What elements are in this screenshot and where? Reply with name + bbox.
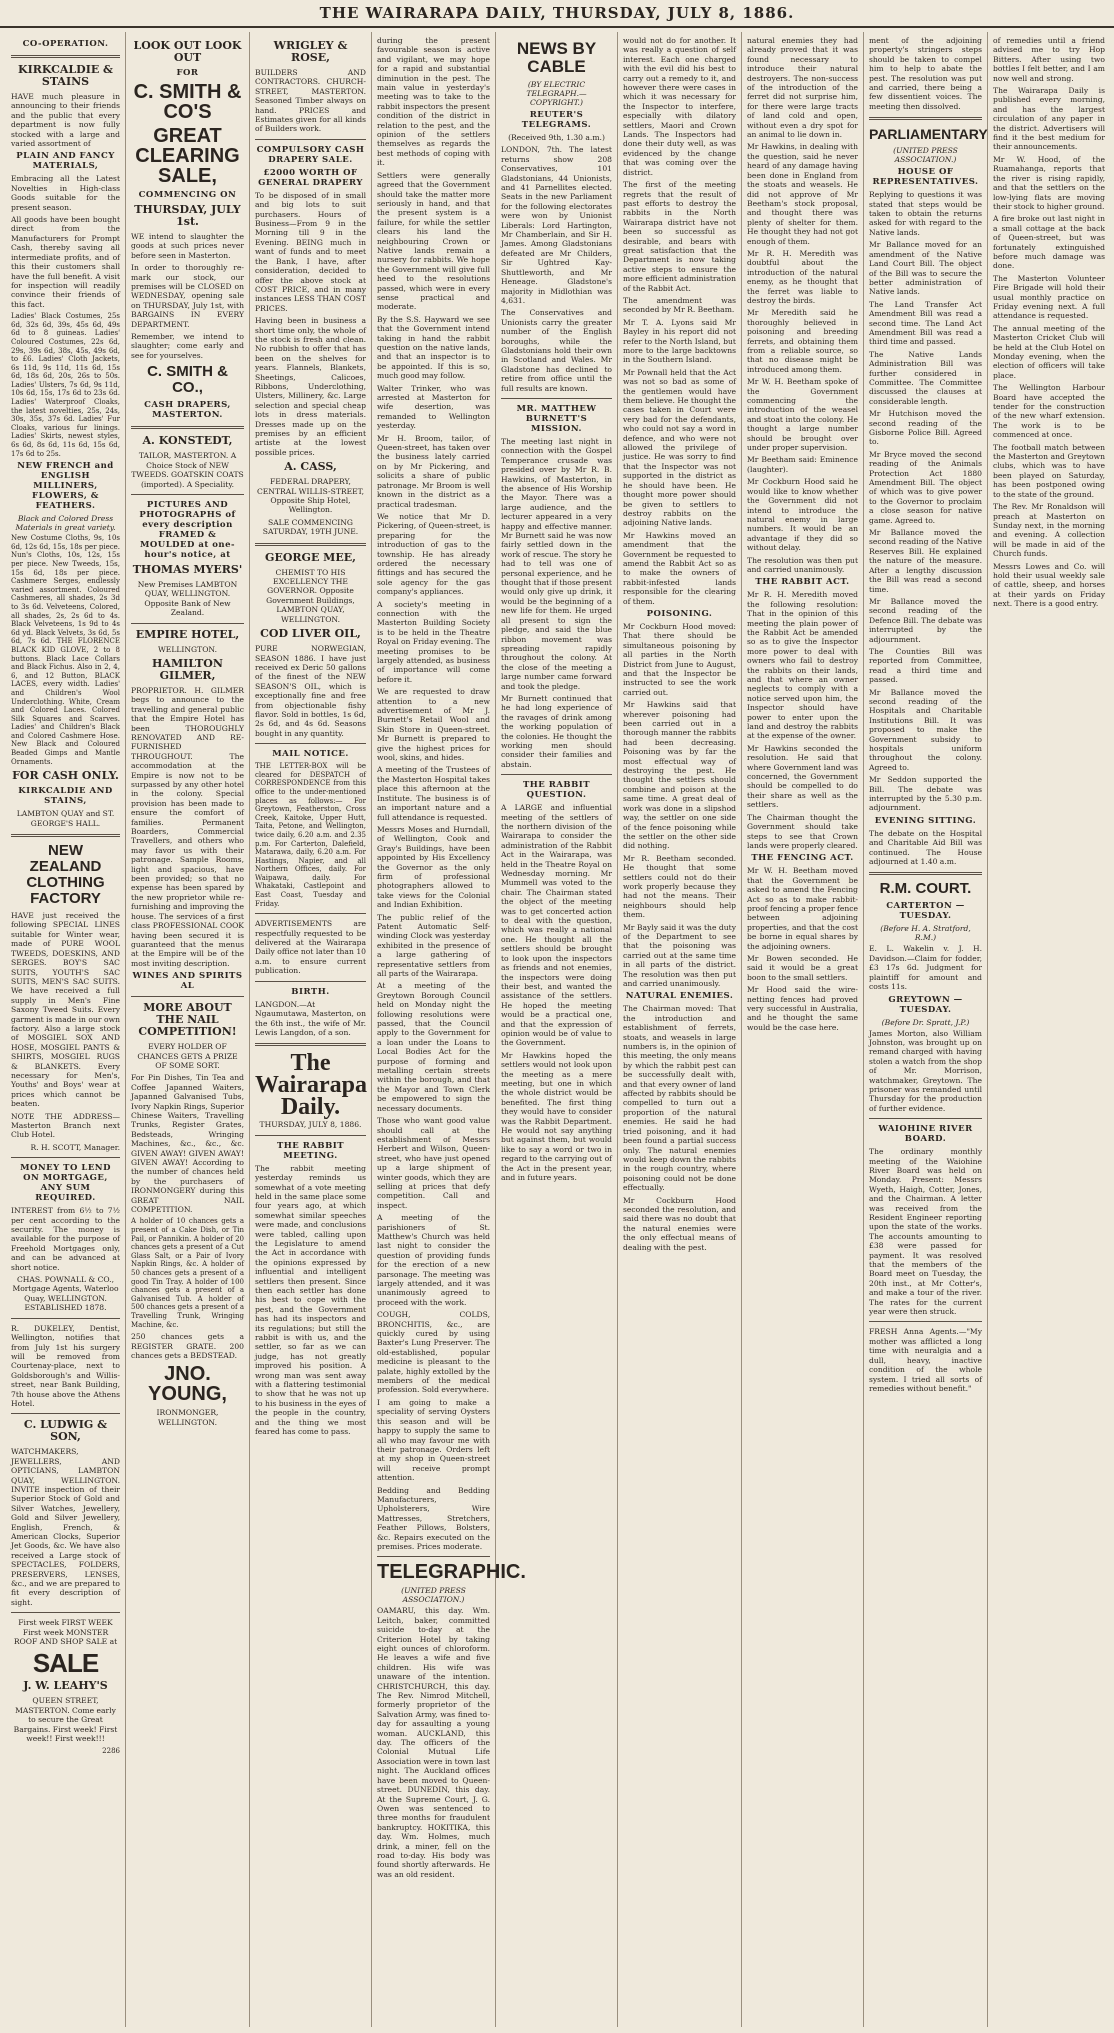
article-text: Mr W. Hood, of the Ruamahanga, reports that the river is rising rapidly, and that the settlers on the low-lying flats are moving their stock to higher ground. xyxy=(993,154,1105,211)
article-text: Mr Hawkins, in dealing with the question, said he never heard of any damage having been done in England from the stoats and weasels. He did not approve of Mr Beetham's stock proposal, and thought there was plenty of shelter for them. He thought they had not got enough of them. xyxy=(747,142,858,246)
divider xyxy=(11,1318,120,1319)
divider xyxy=(501,398,612,399)
holders-text: A holder of 10 chances gets a present of a Cake Dish, or Tin Pail, or Pannikin. A holder of 20 chances gets a present of a Cut Glass Salt, or a Pair of Ivory Napkin Rings, &c. A holder of 50 chances gets a present of a good Tin Tray. A holder of 100 chances gets a present of a Galvanised Tub. A holder of 500 chances gets a present of a Travelling Trunk, Wringing Machine, &c. xyxy=(131,1217,244,1329)
divider xyxy=(131,623,244,624)
mail-notice-heading: MAIL NOTICE. xyxy=(272,749,349,760)
house-text: Mr Ballance moved the second reading of the Defence Bill. The debate was interrupted by the adjournment. xyxy=(869,596,982,644)
greytown-bench: (Before Dr. Spratt, J.P.) xyxy=(881,1017,970,1027)
kirkcaldie-intro: HAVE much pleasure in announcing to their friends and the public that every department is now fully stocked with a large and varied assortment of xyxy=(11,92,120,149)
article-text: The public relief of the Patent Automatic Self-winding Clock was yesterday exhibited in the presence of a large gathering of representative settlers from all parts of the Wairarapa. xyxy=(377,912,490,978)
poisoning-text: Mr Cockburn Hood moved: That there should be simultaneous poisoning by all parties in the North District from June to August, and that the Inspector be instructed to see the work carried out. xyxy=(623,621,736,697)
article-text: A fire broke out last night in a small cottage at the back of Queen-street, but was fortunately extinguished before much damage was done. xyxy=(993,214,1105,271)
greytown-heading: GREYTOWN — TUESDAY. xyxy=(888,994,963,1015)
divider xyxy=(869,1321,982,1322)
rabbit-question-text: A LARGE and influential meeting of the settlers of the northern division of the Wairarapa to consider the administration of the Rabbit Act in the Wairarapa, was held in the Theatre Royal on Wednesday morning. Mr Mummell was voted to the chair. The Chairman stated the object of the meeting was to get concerted action to deal with the question, which was really a national one. He thought all the settlers should be brought to look upon the inspectors as friends and not enemies, the inspectors were doing their best, and wanted the assistance of the settlers. He hoped the meeting would be a practical one, and that the expression of opinion would be of value to the Government. xyxy=(501,803,612,1048)
smith-footer-heading: C. SMITH & CO., xyxy=(147,363,228,397)
article-text: The Masterton Volunteer Fire Brigade will hold their usual monthly practice on Friday evening next. A full attendance is requested. xyxy=(993,273,1105,321)
article-text: Mr Pownall held that the Act was not so bad as some of the gentlemen would have them believe. He thought the cases taken in Court were very bad for the defendants, who could not say a word in defence, and who were not allowed the privilege of justice. He was sorry to find that the Inspector was not supported in the district as he should have been. He thought more power should be given to settlers to destroy rabbits on the adjoining Native lands. xyxy=(623,367,736,528)
column-6 xyxy=(618,32,742,2027)
article-text: I am going to make a speciality of serving Oysters this season and will be happy to supply the same to all who may favour me with their patronage. Orders left at my shop in Queen-street will receive prompt attention. xyxy=(377,1397,490,1483)
column-5 xyxy=(496,32,618,2027)
birth-heading: BIRTH. xyxy=(291,986,330,997)
cod-liver-heading: COD LIVER OIL, xyxy=(260,627,361,641)
burnett-text: The meeting last night in connection with the Gospel Temperance crusade was presided over by Mr R. B. Hawkins, of Masterton, in the absence of His Worship the Mayor. There was a large audience, and the lecturer appeared in a very happy and effective manner. Mr Burnett said he was now fairly settled down in the work of rescue. The story he had to tell was one of personal experience, and he thought that if those present would only give up drink, it would be the beginning of a new life for them. He urged all present to sign the pledge, and said the blue ribbon movement was spreading rapidly throughout the colony. At the close of the meeting a large number came forward and took the pledge. xyxy=(501,436,612,691)
london-text: LONDON, 7th. The latest returns show 208 Conservatives, 101 Gladstonians, 44 Unionists, and 41 Parnellites elected. Seats in the new Parliament for the following electorates were won by Unionist Liberals: Lord Hartington, Mr Chamberlain, and Sir H. James. Among Gladstonians defeated are Mr Childers, Sir Ughtred Kay-Shuttleworth, and Mr Heneage. Gladstone's majority in Midlothian was 4,631. xyxy=(501,145,612,305)
masthead-title: THE WAIRARAPA DAILY, THURSDAY, JULY 8, 1886. xyxy=(319,4,795,22)
divider xyxy=(255,543,366,546)
fencing-act-heading: THE FENCING ACT. xyxy=(751,853,854,864)
article-text: By the S.S. Hayward we see that the Government intend taking in hand the rabbit question on the native lands, and that an inspector is to be appointed. If this is so, much good may follow. xyxy=(377,314,490,381)
scott-signature: R. H. SCOTT, Manager. xyxy=(30,1142,120,1152)
ludwig-text: WATCHMAKERS, JEWELLERS, AND OPTICIANS, LAMBTON QUAY, WELLINGTON. INVITE inspection of their Superior Stock of Gold and Silver Watches, Jewellery, Gold and Silver Jewellery, English, French, & American Clocks, Superior Jet Goods, &c. We have also received a Large stock of SPECTACLES, FOLDERS, PRESERVERS, LENSES, &c., and we are prepared to fit every description of sight. xyxy=(11,1447,120,1607)
divider xyxy=(131,494,244,495)
hamilton-text: PROPRIETOR. H. GILMER begs to announce to the travelling and general public that the Empire Hotel has been THOROUGHLY RENOVATED AND RE-FURNISHED THROUGHOUT. The accommodation at the Empire is now not to be surpassed by any other hotel in the colony. Special provision has been made to ensure the comfort of families. Permanent Boarders, Commercial Travellers, and others who may favor us with their patronage. Sample Rooms, light and spacious, have been provided; so that no expense has been spared by the new proprietor while re-furnishing and improving the house. The services of a first class PROFESSIONAL COOK having been secured it is guaranteed that the menus at the Empire will be of the most inviting description. xyxy=(131,685,244,968)
article-text: ment of the adjoining property's stringers steps should be taken to compel him to help to abate the pest. The resolution was put and carried, there being a few dissentient voices. The meeting then dissolved. xyxy=(869,36,982,111)
divider xyxy=(255,913,366,914)
column-8 xyxy=(864,32,988,2027)
birth-text: LANGDON.—At Ngaumutawa, Masterton, on the 6th inst., the wife of Mr. Lewis Langdon, of a son. xyxy=(255,999,366,1037)
article-text: A society's meeting in connection with the Masterton Building Society is to be held in the Theatre Royal on Friday evening. The meeting promises to be largely attended, as business of importance will come before it. xyxy=(377,599,490,684)
leahy-text: QUEEN STREET, MASTERTON. Come early to secure the Great Bargains. First week! First week!! First week!!! xyxy=(13,1696,118,1744)
article-text: Mr R. H. Meredith was doubtful about the introduction of the natural enemy, as he thought that the ferret was liable to destroy the birds. xyxy=(747,248,858,305)
news-cable-heading: NEWS BY CABLE xyxy=(516,39,597,76)
article-text: Bedding and Bedding Manufacturers, Upholsterers, Wire Mattresses, Stretchers, Feather Pillows, Bolsters, &c. Repairs executed on the premises. Prices moderate. xyxy=(377,1485,490,1551)
divider xyxy=(869,1118,982,1119)
compulsory-heading: COMPULSORY CASH DRAPERY SALE. xyxy=(256,144,365,165)
cass-text: FEDERAL DRAPERY, CENTRAL WILLIS-STREET, Opposite Ship Hotel, Wellington. xyxy=(256,477,365,515)
parliamentary-source: (UNITED PRESS ASSOCIATION.) xyxy=(893,146,958,165)
house-text: Mr Seddon supported the Bill. The debate was interrupted by the 5.30 p.m. adjournment. xyxy=(869,775,982,813)
ad-number: 2286 xyxy=(102,1746,120,1755)
sum-heading: £2000 WORTH OF GENERAL DRAPERY xyxy=(258,167,363,188)
george-mee-text: CHEMIST TO HIS EXCELLENCY THE GOVERNOR. Opposite Government Buildings, LAMBTON QUAY, WELLINGTON. xyxy=(266,567,355,624)
fencing-act-text: Mr W. H. Beetham moved that the Government be asked to amend the Fencing Act so as to make rabbit-proof fencing a proper fence between adjoining properties, and that the cost be borne in equal shares by the adjoining owners. xyxy=(747,866,858,951)
prices-list: Ladies' Black Costumes, 25s 6d, 32s 6d, 39s, 45s 6d, 49s 6d to 8 guineas. Ladies' Coloured Costumes, 22s 6d, 29s, 39s 6d, 38s, 45s, 49s 6d, to £6. Ladies' Cloth Jackets, 6s 11d, 9s 11d, 11s 6d, 15s 6d, 18s 6d, 20s, 26s to 50s. Ladies' Ulsters, 7s 6d, 9s 11d, 10s 6d, 15s, 17s 6d to 23s 6d. Ladies' Waterproof Cloaks, the latest novelties, 25s, 24s, 30s, 35s, 37s 6d. Ladies' Fur Cloaks, various fur linings. Ladies' Skirts, newest styles, 6s 6d, 8s 6d, 11s 6d, 15s 6d, 17s 6d to 25s. xyxy=(11,312,120,458)
nz-clothing-text: HAVE just received the following SPECIAL LINES suitable for Winter wear, made of PURE WOOL TWEEDS, DOESKINS, AND SERGES. BOY'S SAC SUITS, YOUTH'S SAC SUITS, MEN'S SAC SUITS. We have received a full supply in Men's Fine Saxony Tweed Suits. Every garment is made in our own factory. Also a large stock of MOSGIEL SOX AND HOSE, MOSGIEL PANTS & SHIRTS, MOSGIEL RUGS & BLANKETS. Every necessary for Men's, Youths' and Boys' wear at prices which cannot be beaten. xyxy=(11,911,120,1109)
article-text: Mr T. A. Lyons said Mr Bayley in his report did not refer to the North Island, but more to the large backtowns in the Southern Island. xyxy=(623,317,736,365)
divider xyxy=(255,1043,366,1046)
masthead xyxy=(0,0,1114,28)
received-text: (Received 9th, 1.30 a.m.) xyxy=(508,133,605,142)
george-mee-heading: GEORGE MEE, xyxy=(265,550,356,564)
article-text: Mr Beetham said: Eminence (laughter). xyxy=(747,455,858,474)
column-7 xyxy=(742,32,864,2027)
nail-competition-heading: MORE ABOUT THE NAIL COMPETITION! xyxy=(138,1001,237,1039)
article-text: Settlers were generally agreed that the Government should take the matter more seriously in hand, and that the present system is a failure, for while the settler clears his land the neighbouring Crown or Native lands remain a nursery for rabbits. We hope the Government will give full heed to the resolutions passed, which were in every sense practical and moderate. xyxy=(377,170,490,312)
article-text: A meeting of the parishioners of St. Matthew's Church was held last night to consider the question of providing funds for the erection of a new parsonage. The meeting was largely attended, and it was unanimously agreed to proceed with the work. xyxy=(377,1213,490,1307)
telegraphic-heading: TELEGRAPHIC. xyxy=(377,1561,526,1584)
divider xyxy=(11,1157,120,1158)
rabbit-act-text-2: Mr Hawkins seconded the resolution. He said that where Government land was concerned, the Government should be compelled to do their share as well as the settlers. xyxy=(747,743,858,810)
kirkcaldie-footer: KIRKCALDIE AND STAINS, xyxy=(18,786,113,807)
article-text: The Rev. Mr Ronaldson will preach at Masterton on Sunday next, in the morning and evening. A collection will be made in aid of the Church funds. xyxy=(993,502,1105,559)
fresh-text: FRESH Anna Agents.—"My mother was afflicted a long time with neuralgia and a dull, heavy, inactive condition of the whole system. I tried all sorts of remedies without benefit." xyxy=(869,1327,982,1393)
drapers-heading: CASH DRAPERS, MASTERTON. xyxy=(144,400,231,421)
divider xyxy=(869,117,982,120)
myers-text: New Premises LAMBTON QUAY, WELLINGTON. Opposite Bank of New Zealand. xyxy=(137,579,238,618)
plain-materials-heading: PLAIN AND FANCY MATERIALS, xyxy=(16,151,115,172)
intend-text: WE intend to slaughter the goods at such prices never before seen in Masterton. xyxy=(131,232,244,260)
smith-heading: C. SMITH & CO'S xyxy=(133,81,242,123)
hawkins-text: Mr Hawkins hoped the settlers would not look upon the meeting as a mere meeting, but one in which the whole district would be benefited. The first thing they would have to consider was the Rabbit Department. He would not say anything but against them, but would like to say a word or two in regard to the carrying out of the Act in the present year, and in future years. xyxy=(501,1050,612,1183)
wrigley-text: BUILDERS AND CONTRACTORS. CHURCH-STREET, MASTERTON. Seasoned Timber always on hand. PRICES and Estimates given for all kinds of Builders work. xyxy=(255,68,366,134)
column-4 xyxy=(372,32,526,2027)
lambton-text: LAMBTON QUAY and ST. GEORGE'S HALL. xyxy=(16,809,115,828)
konstedt-heading: A. KONSTEDT, xyxy=(142,434,233,448)
register-text: 250 chances gets a REGISTER GRATE. 200 chances gets a BEDSTEAD. xyxy=(131,1332,244,1360)
article-text: The resolution was then put and carried unanimously. xyxy=(747,555,858,574)
rabbit-meeting-text: The rabbit meeting yesterday reminds us somewhat of a vote meeting held in the same place some four years ago, at which somewhat similar speeches were made, and conclusions were tabled, calling upon the Legislature to amend the Act in accordance with the opinions expressed by influential and intelligent settlers then present. Since then each settler has done his best to cope with the pest, and the Government has had its inspectors and its regulations; but still the rabbit is with us, and the settler, so far as we can judge, has not greatly improved his position. A wrong man was sent away with a flattering testimonial to show that he was not up to his business in the eyes of the people in the country, and the thing we most feared has come to pass. xyxy=(255,1163,366,1437)
house-text: Mr Ballance moved the second reading of the Native Reserves Bill. He explained the nature of the measure. After a lengthy discussion the Bill was read a second time. xyxy=(869,528,982,594)
house-text: The Land Transfer Act Amendment Bill was read a second time. The Land Act Amendment Bill was read a third time and passed. xyxy=(869,299,982,347)
article-text: natural enemies they had already proved that it was found necessary to introduce their natural destroyers. The non-success of the introduction of the ferret did not surprise him, for there were large tracts of land cold and open, without even a dry spot for an animal to lie down in. xyxy=(747,36,858,140)
waiohine-text: The ordinary monthly meeting of the Waiohine River Board was held on Monday. Present: Messrs Wyeth, Haigh, Cotter, Jones, and the Chairman. A letter was received from the Resident Engineer reporting upon the state of the works. The accounts amounting to £38 were passed for payment. It was resolved that the members of the Board meet on Tuesday, the 20th inst., at Mr Cotter's, and make a tour of the river. The rates for the current year were then struck. xyxy=(869,1147,982,1317)
for-heading: FOR xyxy=(176,68,199,78)
pictures-heading: PICTURES AND PHOTOGRAPHS of every description FRAMED & MOULDED at one-hour's notice, at xyxy=(139,499,236,560)
pownall-text: CHAS. POWNALL & CO., Mortgage Agents, Waterloo Quay, WELLINGTON. ESTABLISHED 1878. xyxy=(12,1275,119,1313)
house-text: Mr Bryce moved the second reading of the Animals Protection Act 1880 Amendment Bill. The object of which was to give power to the Governor to proclaim a close season for native game. Agreed to. xyxy=(869,449,982,525)
article-text: A meeting of the Trustees of the Masterton Hospital takes place this afternoon at the Institute. The business is of an important nature and a full attendance is requested. xyxy=(377,765,490,822)
article-text: We notice that Mr D. Pickering, of Queen-street, is preparing for the introduction of gas to the township. He has already ordered the necessary fittings and has secured the sole agency for the gas company's appliances. xyxy=(377,511,490,597)
reuters-heading: REUTER'S TELEGRAMS. xyxy=(521,110,592,130)
rabbit-question-heading: THE RABBIT QUESTION. xyxy=(522,780,591,801)
embracing-text: Embracing all the Latest Novelties in High-class Goods suitable for the present season. xyxy=(11,174,120,212)
divider xyxy=(131,996,244,997)
article-text: COUGH, COLDS, BRONCHITIS, &c., are quickly cured by using Baxter's Lung Preserver. The old-established, popular medicine is pleasant to the palate, highly extolled by the members of the medical profession. Sold everywhere. xyxy=(377,1310,490,1395)
dukeley-text: R. DUKELEY, Dentist, Wellington, notifies that from July 1st his surgery will be removed from Courtenay-place, next to Goldsborough's and Willis-street, near Bank Building, 7th house above the Athens Hotel. xyxy=(11,1323,120,1408)
house-text: Mr Ballance moved for an amendment of the Native Land Court Bill. The object of the Bill was to secure the better administration of Native lands. xyxy=(869,240,982,297)
rm-court-heading: R.M. COURT. xyxy=(879,880,972,898)
lookout-heading: LOOK OUT LOOK OUT xyxy=(133,39,242,64)
konstedt-text: TAILOR, MASTERTON. A Choice Stock of NEW TWEEDS. GOATSKIN COATS (imported). A Speciality. xyxy=(131,451,244,489)
news-cable-source: (BY ELECTRIC TELEGRAPH.—COPYRIGHT.) xyxy=(526,80,587,107)
sum-text: To be disposed of in small and big lots to suit purchasers. Hours of Business—From 9 in the Morning till 9 in the Evening. BEING much in want of funds and to meet the Bank, I have, after consideration, decided to offer the above stock at COST PRICE, and in many instances LESS THAN COST PRICES. xyxy=(255,190,366,313)
young-text: IRONMONGER, WELLINGTON. xyxy=(156,1408,219,1427)
article-text: Mr H. Broom, tailor, of Queen-street, has taken over the business lately carried on by Mr Pickering, and solicits a share of public patronage. Mr Broom is well known in the district as a practical tradesman. xyxy=(377,433,490,509)
kirkcaldie-heading: KIRKCALDIE & STAINS xyxy=(18,63,113,88)
rabbit-meeting-heading: THE RABBIT MEETING. xyxy=(276,1140,345,1161)
house-text: The Counties Bill was reported from Committee, read a third time and passed. xyxy=(869,646,982,685)
natural-enemies-text-2: Mr Cockburn Hood seconded the resolution, and said there was no doubt that the natural enemies were the only effectual means of dealing with the pest. xyxy=(623,1195,736,1252)
house-text: Replying to questions it was stated that steps would be taken to obtain the returns asked for with regard to the Native lands. xyxy=(869,190,982,237)
nz-clothing-heading: NEW ZEALAND CLOTHING FACTORY xyxy=(26,842,105,908)
mail-notice-text: THE LETTER-BOX will be cleared for DESPATCH of CORRESPONDENCE from this office to the under-mentioned places as follows:— For Greytown, Featherston, Cross Creek, Kaitoke, Upper Hutt, Taita, Petone, and Wellington, twice daily, 6.20 a.m. and 2.35 p.m. For Carterton, Dalefield, Matarawa, daily, 6.20 a.m. For Hastings, Napier, and all Northern Offices, daily. For Waipawa, daily. For Whakataki, Castlepoint and East Coast, Tuesday and Friday. xyxy=(255,762,366,908)
commencing-text: COMMENCING ON xyxy=(138,190,237,200)
article-text: At a meeting of the Greytown Borough Council held on Monday night the following resolutions were passed, that the Council apply to the Government for a loan under the Loans to Local Bodies Act for the purpose of forming and metalling certain streets within the borough, and that the Mayor and Town Clerk be empowered to sign the necessary documents. xyxy=(377,981,490,1113)
ludwig-heading: C. LUDWIG & SON, xyxy=(23,1418,108,1444)
divider xyxy=(255,981,366,982)
column-3 xyxy=(250,32,372,2027)
divider xyxy=(501,774,612,775)
dress-materials-heading: Black and Colored Dress Materials in great variety. xyxy=(15,514,116,533)
natural-enemies-heading: NATURAL ENEMIES. xyxy=(625,991,734,1002)
house-text: The Native Lands Administration Bill was further considered in Committee. The Committee discussed the clauses at considerable length. xyxy=(869,349,982,406)
poisoning-text-4: Mr Bayly said it was the duty of the Department to see that the poisoning was carried out at the same time in all parts of the district. The resolution was then put and carried unanimously. xyxy=(623,922,736,988)
parliamentary-heading: PARLIAMENTARY xyxy=(869,126,988,143)
article-text: Mr W. H. Beetham spoke of the Government commencing the introduction of the weasel and stoat into the colony. He thought a large number should be brought over under proper supervision. xyxy=(747,377,858,453)
fencing-act-text-3: Mr Hood said the wire-netting fences had proved very successful in Australia, and he thought the same would be the case here. xyxy=(747,985,858,1032)
all-goods-text: All goods have been bought direct from the Manufacturers for Prompt Cash, thereby saving all intermediate profits, and of this their customers shall have the full benefit. A visit for inspection will readily convince their friends of this fact. xyxy=(11,215,120,309)
divider xyxy=(255,139,366,140)
being-text: Having been in business a short time only, the whole of the stock is fresh and clean. No rubbish to offer that has been on the shelves for years. Flannels, Blankets, Sheetings, Calicoes, Ribbons, Underclothing, Ulsters, Millinery, &c. Large selection and special cheap lots in dress materials. Dresses made up on the premises by an efficient artiste at the lowest possible prices. xyxy=(255,316,366,457)
burnett-text-2: Mr Burnett continued that he had long experience of the ravages of drink among the working population of the colonies. He thought the working men should consider their families and abstain. xyxy=(501,693,612,769)
article-text: of remedies until a friend advised me to try Hop Bitters. After using two bottles I felt better, and I am now well and strong. xyxy=(993,36,1105,83)
note-address: NOTE THE ADDRESS— Masterton Branch next Club Hotel. xyxy=(11,1111,120,1140)
poisoning-text-2: Mr Hawkins said that wherever poisoning had been carried out in a thorough manner the rabbits had been decreasing. Poisoning was by far the most effectual way of destroying the pest. He thought the settlers should combine and poison at the same time. A great deal of work was done in a slipshod way, the settler on one side of the fence poisoning while the settler on the other side did nothing. xyxy=(623,700,736,851)
cod-liver-text: PURE NORWEGIAN, SEASON 1886. I have just received ex Deric 50 gallons of the finest of the NEW SEASON'S OIL, which is exceptionally fine and free from objectionable fishy flavor. Sold in bottles, 1s 6d, 2s 6d, and 4s 6d. Seasons bought in any quantity. xyxy=(255,644,366,738)
article-text: Those who want good value should call at the establishment of Messrs Herbert and Wilson, Queen-street, who have just opened up a large shipment of winter goods, which they are selling at prices that defy competition. Call and inspect. xyxy=(377,1116,490,1210)
article-text: The football match between the Masterton and Greytown clubs, which was to have been played on Saturday, has been postponed owing to the state of the ground. xyxy=(993,442,1105,499)
carterton-heading: CARTERTON — TUESDAY. xyxy=(886,901,965,922)
house-heading: HOUSE OF REPRESENTATIVES. xyxy=(872,167,979,188)
divider xyxy=(11,1612,120,1613)
divider xyxy=(131,426,244,429)
leahy-heading: J. W. LEAHY'S xyxy=(23,1679,108,1693)
rabbit-act-heading: THE RABBIT ACT. xyxy=(755,577,850,588)
article-text: Mr Hawkins moved an amendment that the Government be requested to amend the Rabbit Act so as to make the owners of rabbit-infested lands responsible for the clearing of them. xyxy=(623,530,736,606)
article-text: would not do for another. It was really a question of self interest. Each one charged with the evil did his best to carry out a remedy to it, and however there were cases in which it was necessary for the Inspector to interfere, especially with dilatory settlers, Maori and Crown Lands. The Inspectors had done their duty well, as was evidenced by the change that was coming over the district. xyxy=(623,36,736,177)
fencing-act-text-2: Mr Bowen seconded. He said it would be a great boon to the small settlers. xyxy=(747,953,858,982)
issue-date: THURSDAY, JULY 8, 1886. xyxy=(259,1120,362,1130)
wrigley-heading: WRIGLEY & ROSE, xyxy=(273,39,348,64)
article-text: The first of the meeting regrets that the result of past efforts to destroy the rabbits in the North Wairarapa district have not been so successful as desirable, and bears with great satisfaction that the Department is now taking active steps to ensure the more efficient administration of the Rabbit Act. xyxy=(623,180,736,293)
column-1 xyxy=(6,32,126,2027)
article-text: The Wellington Harbour Board have accepted the tender for the construction of the new wharf extension. The work is to be commenced at once. xyxy=(993,383,1105,440)
carterton-bench: (Before H. A. Stratford, R.M.) xyxy=(880,924,971,943)
divider xyxy=(11,1413,120,1414)
telegraphic-source: (UNITED PRESS ASSOCIATION.) xyxy=(401,1586,466,1605)
carterton-text: E. L. Wakelin v. J. H. Davidson.—Claim for fodder, £3 17s 6d. Judgment for plaintiff for amount and costs 11s. xyxy=(869,944,982,992)
divider xyxy=(377,1556,490,1557)
thursday-heading: THURSDAY, JULY 1st. xyxy=(134,203,241,228)
order-text: In order to thoroughly re-mark our stock, our premises will be CLOSED on WEDNESDAY, opening sale on THURSDAY, July 1st, with BARGAINS IN EVERY DEPARTMENT. xyxy=(131,263,244,329)
house-text: Mr Ballance moved the second reading of the Hospitals and Charitable Institutions Bill. It was proposed to make the Government subsidy to hospitals uniform throughout the colony. Agreed to. xyxy=(869,687,982,772)
cooperation-heading: CO-OPERATION. xyxy=(22,39,109,49)
poisoning-text-3: Mr R. Beetham seconded. He thought that some settlers could not do their work properly because they had not the means. Their neighbours should help them. xyxy=(623,853,736,920)
article-text: Mr Cockburn Hood said he would like to know whether the Government did not intend to introduce the natural enemy in large numbers. It would be an advantage if they did so without delay. xyxy=(747,477,858,553)
article-text: The amendment was seconded by Mr R. Beetham. xyxy=(623,295,736,315)
hamilton-heading: HAMILTON GILMER, xyxy=(152,656,223,682)
first-week-text: First week FIRST WEEK First week MONSTER ROOF AND SHOP SALE at xyxy=(13,1618,118,1647)
article-text: during the present favourable season is active and vigilant, we may hope for a rapid and substantial diminution in the pest. The main value in yesterday's meeting was to take to the rabbit inspectors the present condition of the district in relation to the pest, and the opinion of the settlers themselves as regards the best methods of coping with it. xyxy=(377,36,490,168)
prizes-text: For Pin Dishes, Tin Tea and Coffee Japanned Waiters, Japanned Galvanised Tubs, Ivory Napkin Rings, Superior Chinese Waiters, Travelling Trunks, Register Grates, Bedsteads, Wringing Machines, &c., &c., &c. GIVEN AWAY! GIVEN AWAY! GIVEN AWAY! According to the number of chances held by the purchasers of IRONMONGERY during this GREAT NAIL COMPETITION. xyxy=(131,1073,244,1215)
burnett-heading: MR. MATTHEW BURNETT'S MISSION. xyxy=(516,403,597,434)
rabbit-act-text: Mr R. H. Meredith moved the following resolution: That in the opinion of this meeting the plain power of the Rabbit Act be amended so as to give the Inspector more power to deal with owners who fail to destroy the rabbits on their lands, and that where an owner neglects to comply with a notice served upon him, the Inspector should have power to enter upon the land and destroy the rabbits at the expense of the owner. xyxy=(747,590,858,741)
wines-heading: WINES AND SPIRITS AL xyxy=(132,971,243,992)
divider xyxy=(869,872,982,875)
empire-location: WELLINGTON. xyxy=(157,644,217,654)
cass-heading: A. CASS, xyxy=(284,460,337,474)
young-heading: JNO. YOUNG, xyxy=(148,1363,227,1406)
new-french-heading: NEW FRENCH and ENGLISH MILLINERS, FLOWERS, & FEATHERS. xyxy=(17,461,114,512)
article-text: Messrs Moses and Hurndall, of Wellington, Cook and Gray's Buildings, have been appointed by His Excellency the Governor as the only firm of professional photographers allowed to take views for the Colonial and Indian Exhibition. xyxy=(377,824,490,910)
natural-enemies-text: The Chairman moved: That the introduction and establishment of ferrets, stoats, and weasels in large numbers is, in the opinion of this meeting, the only means by which the rabbit pest can be successfully dealt with, and that every owner of land affected by rabbits should be compelled to turn out a proportion of the natural enemies. He said he had tried poisoning, and it had been found a partial success only. The natural enemies would keep down the rabbits in the rough country, where poisoning could not be done effectually. xyxy=(623,1004,736,1193)
great-sale-heading: GREAT CLEARING SALE, xyxy=(135,125,240,187)
myers-heading: THOMAS MYERS' xyxy=(132,562,243,576)
house-text: Mr Hutchison moved the second reading of the Gisborne Police Bill. Agreed to. xyxy=(869,409,982,447)
every-holder-text: EVERY HOLDER OF CHANCES GETS A PRIZE OF SOME SORT. xyxy=(137,1042,238,1070)
divider xyxy=(11,55,120,58)
article-text: Walter Trinker, who was arrested at Masterton for wife desertion, was remanded to Wellington yesterday. xyxy=(377,383,490,431)
greytown-text: James Morton, also William Johnston, was brought up on remand charged with having stolen a watch from the shop of Mr. Morrison, watchmaker, Greytown. The prisoner was remanded until Thursday for the production of further evidence. xyxy=(869,1028,982,1113)
waiohine-heading: WAIOHINE RIVER BOARD. xyxy=(878,1124,973,1145)
cash-only-heading: FOR CASH ONLY. xyxy=(12,769,119,783)
rabbit-act-text-3: The Chairman thought the Government should take steps to see that Crown lands were properly cleared. xyxy=(747,812,858,850)
empire-heading: EMPIRE HOTEL, xyxy=(135,627,240,641)
london-text-2: The Conservatives and Unionists carry the greater number of the English boroughs, while the Gladstonians hold their own in Scotland and Wales. Mr Gladstone has declined to retire from office until the full results are known. xyxy=(501,308,612,393)
article-text: The Wairarapa Daily is published every morning, and has the largest circulation of any paper in the district. Advertisers will find it the best medium for their announcements. xyxy=(993,86,1105,152)
article-text: The annual meeting of the Masterton Cricket Club will be held at the Club Hotel on Monday evening, when the election of officers will take place. xyxy=(993,323,1105,380)
paper-logo: The Wairarapa Daily. xyxy=(255,1050,367,1121)
column-2 xyxy=(126,32,250,2027)
sale-heading: SALE xyxy=(32,1648,99,1679)
article-text: We are requested to draw attention to a new advertisement of Mr J. Burnett's Retail Wool and Skin Store in Queen-street. Mr Burnett is prepared to give the highest prices for wool, skins, and hides. xyxy=(377,687,490,763)
dress-list: New Costume Cloths, 9s, 10s 6d, 12s 6d, 15s, 18s per piece. Nun's Cloths, 10s, 12s, 15s per piece. New Tweeds, 15s, 15s 6d, 18s per piece. Cashmere Serges, endlessly varied assortment. Coloured Cashmeres, all shades, 2s 3d to 3s 6d. Velveteens, Colored, all shades, 2s, 2s 6d to 4s. Black Velveteens, 1s 9d to 4s 6d yd. Black Velvets, 3s 6d, 5s 6d, 7s 6d. THE FLORENCE BLACK KID GLOVE, 2 to 8 buttons. Black Lace Collars and Black Fichus. Also in 2, 4, 6, and 12 Button, BLACK LACES, every width. Ladies' and Children's Wool Underclothing. White, Cream and Colored Laces. Colored Silk Squares and Scarves. Ladies' and Children's Black and Colored Cashmere Hose. New Black and Coloured Beaded Gimps and Mantle Ornaments. xyxy=(11,534,120,766)
advertisements-text: ADVERTISEMENTS are respectfully requested to be delivered at the Wairarapa Daily office not later than 10 a.m. to ensure current publication. xyxy=(255,919,366,976)
evening-sitting-text: The debate on the Hospital and Charitable Aid Bill was continued. The House adjourned at 1.40 a.m. xyxy=(869,828,982,867)
article-text: Messrs Lowes and Co. will hold their usual weekly sale of cattle, sheep, and horses at their yards on Friday next. There is a good entry. xyxy=(993,561,1105,609)
divider xyxy=(255,743,366,744)
poisoning-heading: POISONING. xyxy=(646,608,713,619)
money-heading: MONEY TO LEND ON MORTGAGE, ANY SUM REQUIRED. xyxy=(20,1163,111,1204)
divider xyxy=(11,834,120,837)
evening-sitting-heading: EVENING SITTING. xyxy=(874,815,977,826)
divider xyxy=(255,1135,366,1136)
sale-commencing-text: SALE COMMENCING SATURDAY, 19TH JUNE. xyxy=(262,517,359,537)
telegraphic-text: OAMARU, this day. Wm. Leitch, baker, committed suicide to-day at the Criterion Hotel by taking eight ounces of chloroform. He leaves a wife and five children. His wife was unaware of the intention. CHRISTCHURCH, this day. The Rev. Nimrod Mitchell, formerly proprietor of the Salvation Army, was fined to-day for assaulting a young woman. AUCKLAND, this day. The officers of the Colonial Mutual Life Association were in town last night. The Auckland offices have been moved to Queen-street. DUNEDIN, this day. At the Supreme Court, J. G. Owen was sentenced to three months for fraudulent bankruptcy. HOKITIKA, this day. Wm. Holmes, much drink, a miner, fell on the road to-day. His body was found shortly afterwards. He was an old resident. xyxy=(377,1606,491,1879)
remember-text: Remember, we intend to slaughter; come early and see for yourselves. xyxy=(131,332,244,360)
column-9 xyxy=(988,32,1110,2027)
money-text: INTEREST from 6½ to 7½ per cent according to the security. The money is available for the purpose of Freehold Mortgages only, and can be advanced at short notice. xyxy=(11,1206,120,1272)
article-text: Mr Meredith said he thoroughly believed in poisoning and breeding ferrets, and obtaining them from a reliable source, so that no disease might be introduced among them. xyxy=(747,308,858,374)
